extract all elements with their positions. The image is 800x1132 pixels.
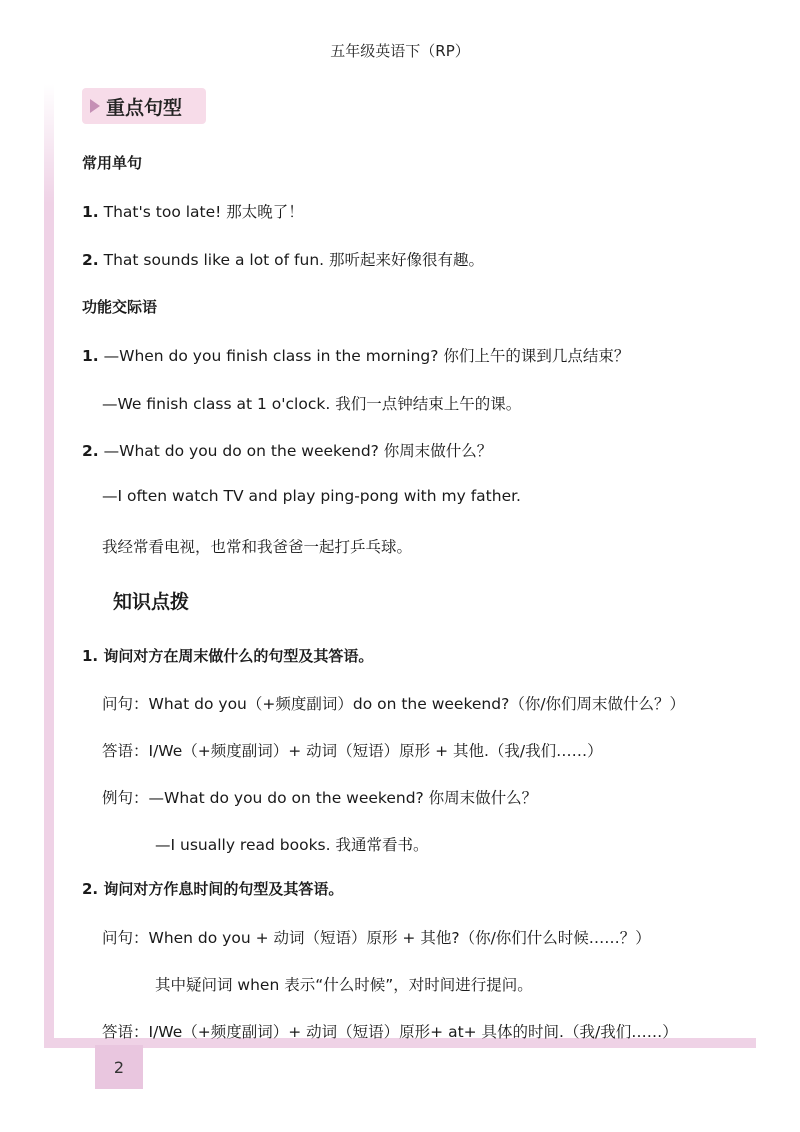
section-banner: [82, 88, 206, 124]
subheading-common-sentences: 常用单句: [82, 154, 143, 172]
dialog-text: —What do you do on the weekend? 你周末做什么？: [103, 442, 493, 460]
sentence-number: 2.: [82, 251, 99, 269]
dialog-number: 2.: [82, 442, 99, 460]
point-1-example-answer: —I usually read books. 我通常看书。: [155, 836, 429, 854]
play-arrow-icon: [90, 99, 100, 113]
dialog-1-question: [82, 344, 629, 366]
dialog-2-question: [82, 439, 492, 461]
subheading-functional-expressions: 功能交际语: [82, 298, 158, 316]
point-1-question: 问句：What do you（+频度副词）do on the weekend?（你/你们周末做什么？）: [102, 695, 686, 713]
point-2-title: 2. 询问对方作息时间的句型及其答语。: [82, 880, 344, 898]
frame-fade: [44, 84, 54, 204]
sentence-2: [82, 248, 484, 270]
section-title: 重点句型: [106, 96, 183, 119]
dialog-2-answer: —I often watch TV and play ping-pong with my father.: [102, 487, 521, 505]
dialog-text: —When do you finish class in the morning? 你们上午的课到几点结束？: [103, 347, 630, 365]
point-1-example-question: 例句：—What do you do on the weekend? 你周末做什么？: [102, 789, 538, 807]
point-2-question: 问句：When do you + 动词（短语）原形 + 其他?（你/你们什么时候……？）: [102, 929, 651, 947]
point-1-answer: 答语：I/We（+频度副词）+ 动词（短语）原形 + 其他.（我/我们……）: [102, 742, 603, 760]
page-header-title: 五年级英语下（RP）: [330, 42, 470, 60]
dialog-number: 1.: [82, 347, 99, 365]
page-frame: [44, 84, 756, 1048]
sentence-text: That sounds like a lot of fun. 那听起来好像很有趣。: [103, 251, 485, 269]
knowledge-section-title: 知识点拨: [113, 591, 190, 613]
sentence-1: [82, 200, 304, 222]
dialog-2-answer-translation: 我经常看电视，也常和我爸爸一起打乒乓球。: [102, 538, 413, 556]
sentence-text: That's too late! 那太晚了！: [103, 203, 304, 221]
point-1-title: 1. 询问对方在周末做什么的句型及其答语。: [82, 647, 374, 665]
dialog-1-answer: —We finish class at 1 o'clock. 我们一点钟结束上午的课。: [102, 395, 522, 413]
point-2-answer: 答语：I/We（+频度副词）+ 动词（短语）原形+ at+ 具体的时间.（我/我们……）: [102, 1023, 678, 1041]
page-number: 2: [95, 1045, 143, 1089]
sentence-number: 1.: [82, 203, 99, 221]
point-2-note: 其中疑问词 when 表示“什么时候”，对时间进行提问。: [155, 976, 533, 994]
